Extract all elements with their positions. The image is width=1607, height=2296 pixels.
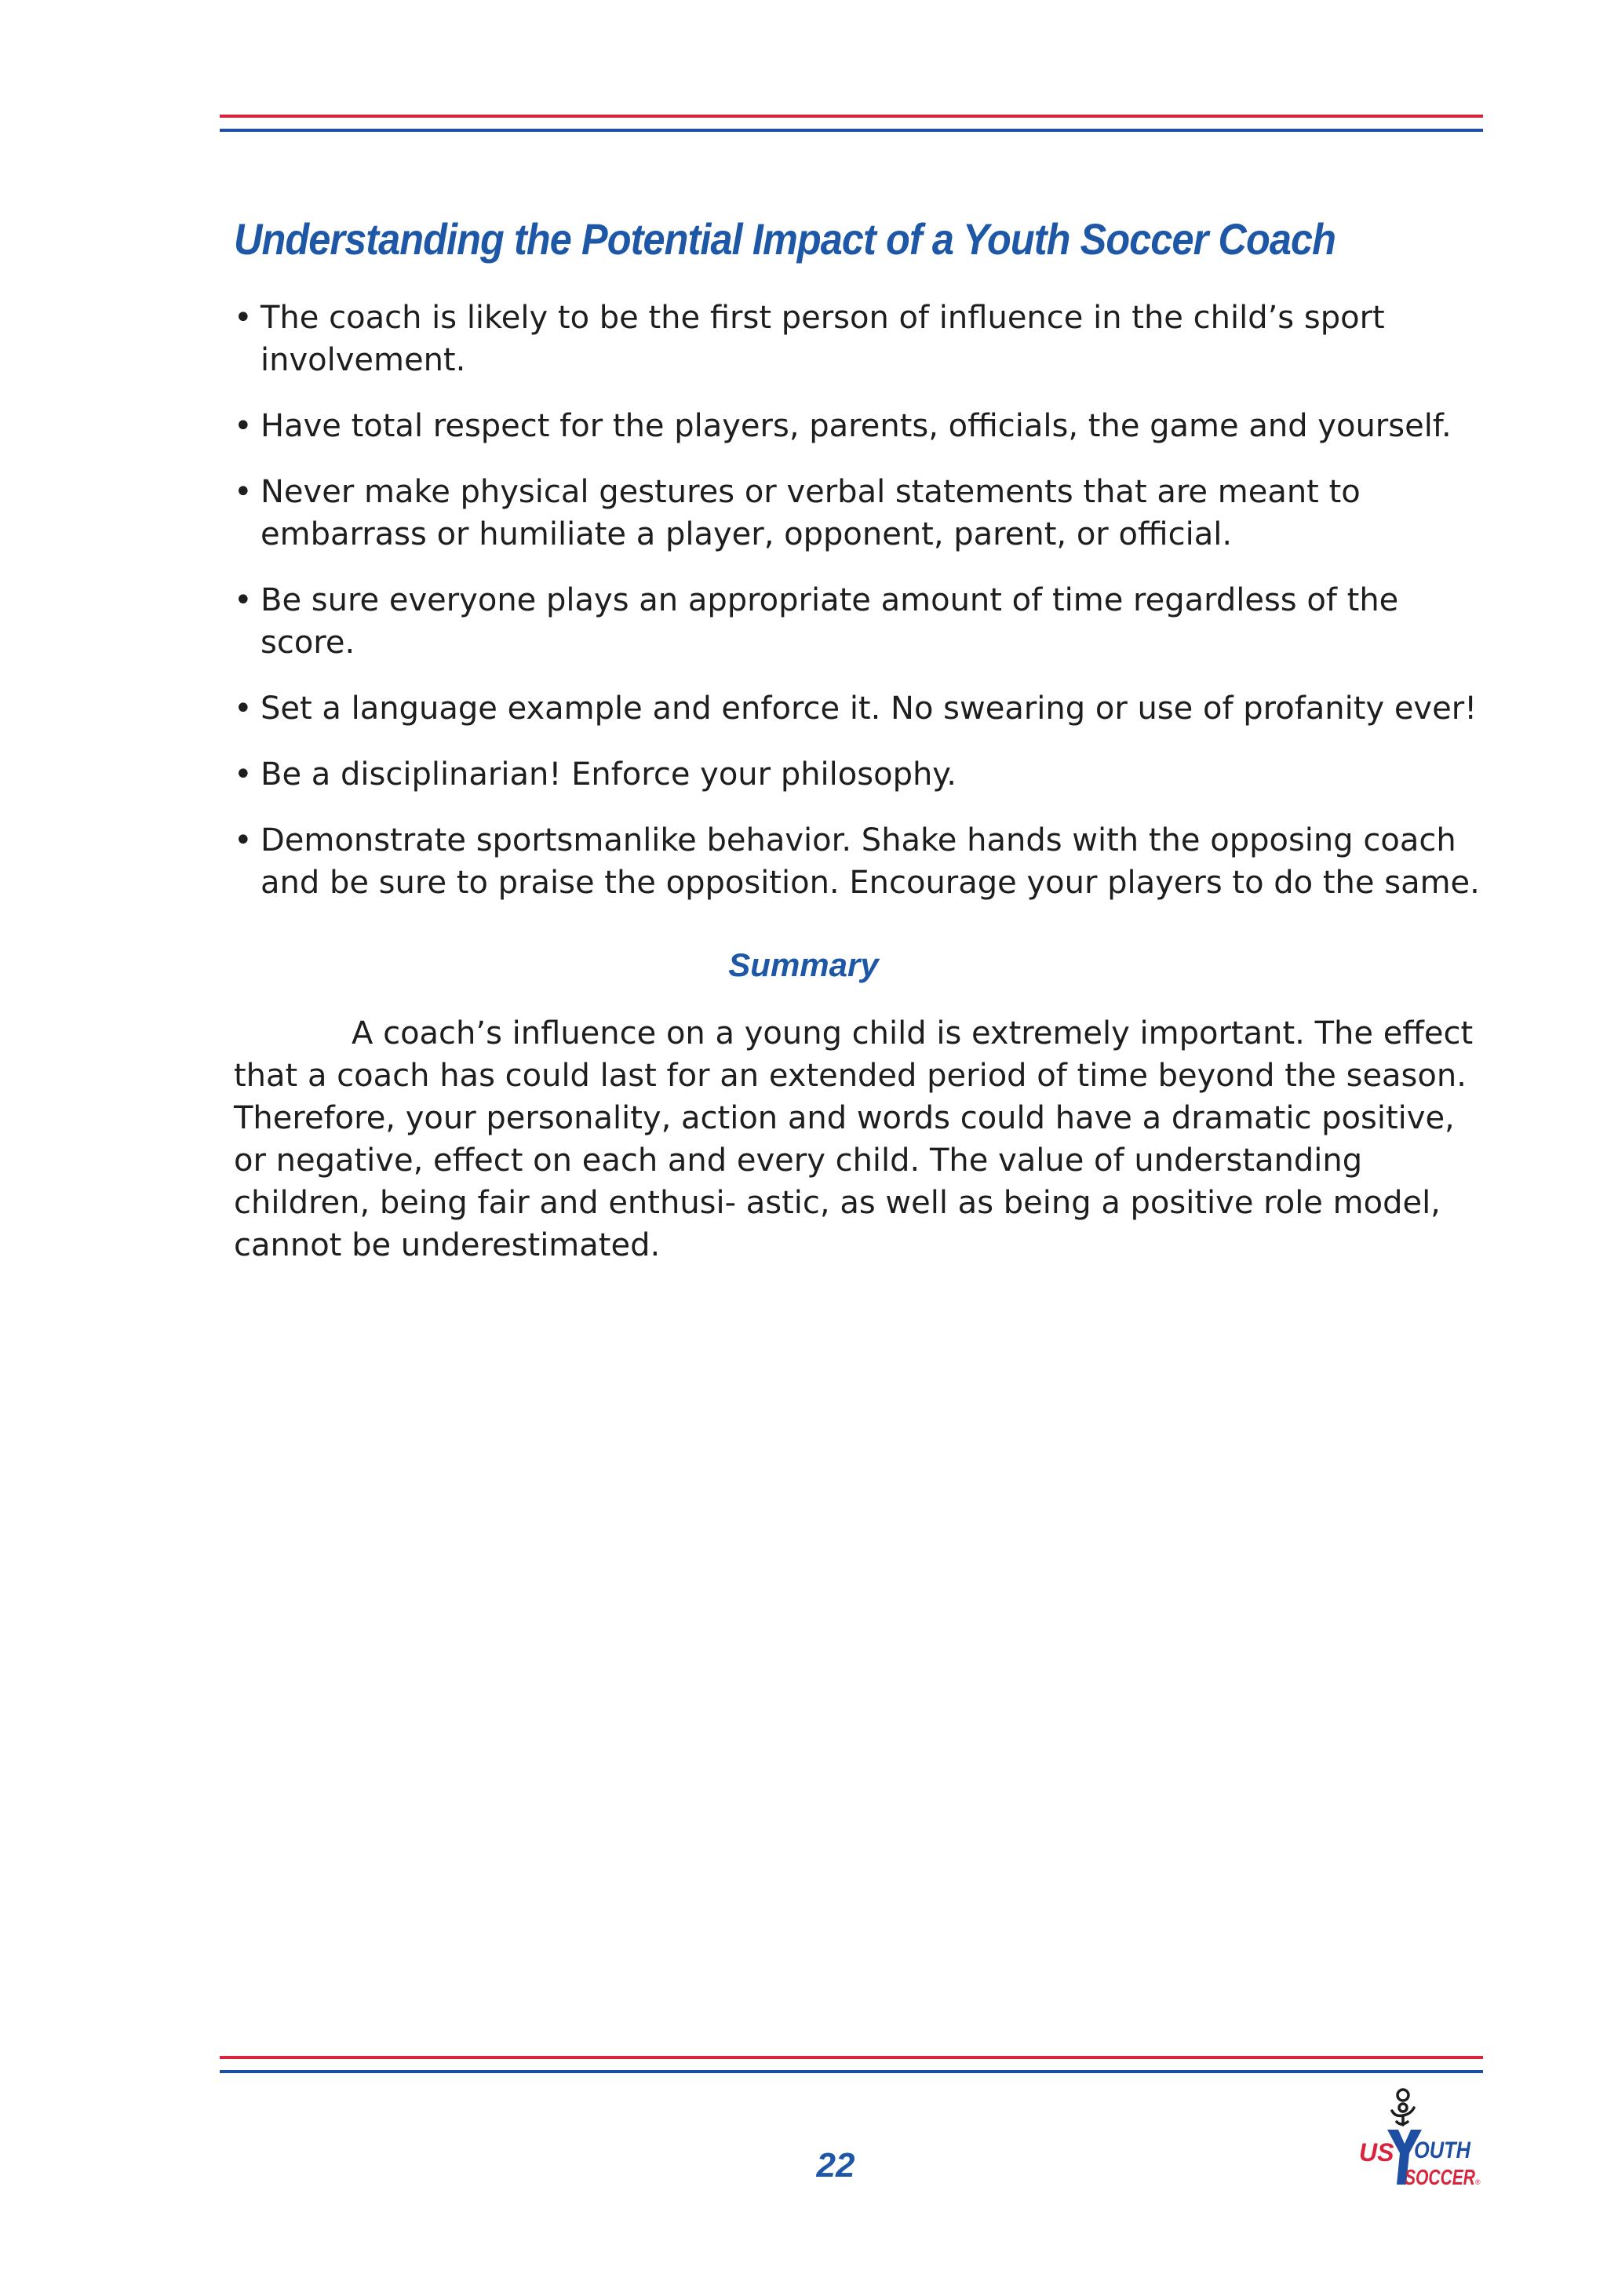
header-rule-red [220,115,1483,118]
footer-rule-blue [220,2070,1483,2073]
footer-rule-red [220,2056,1483,2059]
list-item: • The coach is likely to be the first person of influence in the child’s sport involvement. [234,297,1497,381]
bullet-icon: • [234,582,253,618]
bullet-icon: • [234,474,253,510]
bullet-icon: • [234,408,253,444]
page-number: 22 [816,2146,855,2185]
header-rule-blue [220,129,1483,132]
list-item: • Be sure everyone plays an appropriate amount of time regardless of the score. [234,579,1497,664]
summary-paragraph: A coach’s influence on a young child is extremely important. The effect that a coach has could last for an extended period of time beyond the season. Therefore, your personality, action and words could have a dramatic positive, or negative, effect on each and every child. The value of understanding children, being fair and enthusi- astic, as well as being a positive role model, cannot be underestimated. [234,1015,1474,1263]
bullet-icon: • [234,300,253,336]
bullet-icon: • [234,822,253,858]
bullet-icon: • [234,756,253,793]
logo-graphic [1357,2087,1483,2197]
us-youth-soccer-logo [1357,2087,1483,2197]
logo-registered-mark: ® [1475,2178,1481,2186]
summary-title: Summary [728,946,879,983]
list-item: • Set a language example and enforce it. No swearing or use of profanity ever! [234,687,1497,730]
player-figure-icon [1392,2090,1414,2125]
list-item: • Have total respect for the players, parents, officials, the game and yourself. [234,405,1497,447]
logo-outh-text: OUTH [1414,2137,1472,2163]
list-item: • Never make physical gestures or verbal statements that are meant to embarrass or humiliate a player, opponent, parent, or official. [234,471,1497,556]
bullet-list [234,297,1497,928]
bullet-icon: • [234,691,253,727]
list-item: • Be a disciplinarian! Enforce your philosophy. [234,753,1497,796]
list-item: • Demonstrate sportsmanlike behavior. Shake hands with the opposing coach and be sure to praise the opposition. Encourage your players to do the same. [234,819,1497,904]
logo-soccer-text: SOCCER [1405,2165,1476,2189]
logo-us-text: US [1359,2138,1394,2167]
page-heading: Understanding the Potential Impact of a Youth Soccer Coach [234,214,1336,264]
